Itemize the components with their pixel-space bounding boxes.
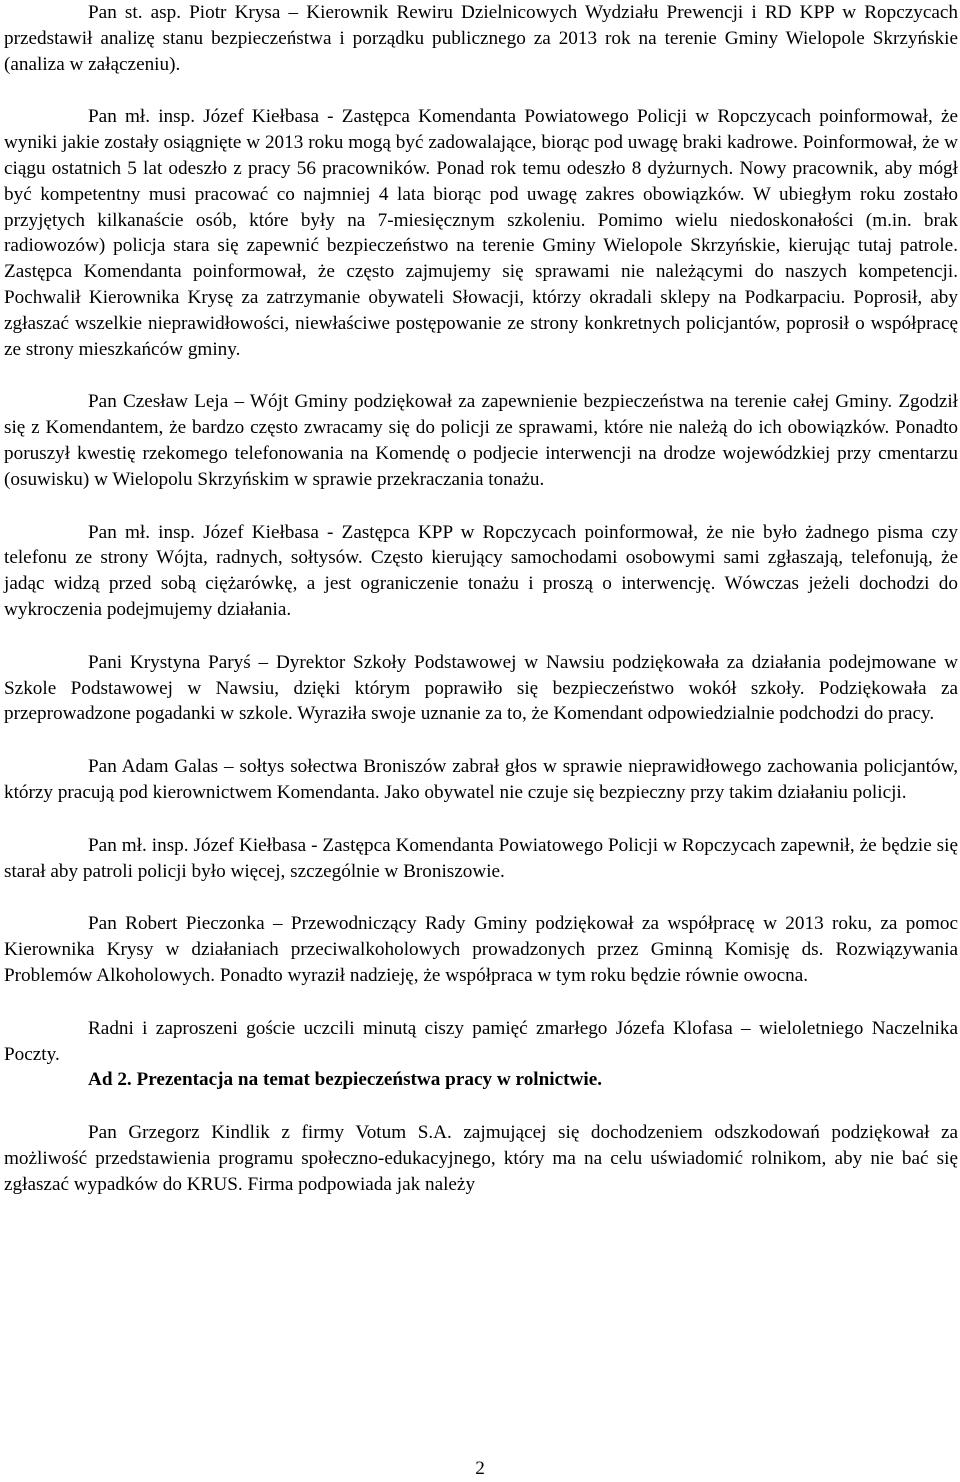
- paragraph-pieczonka-thanks: Pan Robert Pieczonka – Przewodniczący Rady Gminy podziękował za współpracę w 2013 roku, za pomoc Kierownika Krysy w działaniach przeciwalkoholowych prowadzonych przez Gminną Komisję ds. Rozwiązywania Problemów Alkoholowych. Ponadto wyraził nadzieję, że współpraca w tym roku będzie równie owocna.: [4, 913, 958, 986]
- page-number: 2: [475, 1458, 485, 1479]
- paragraph-krysa-report: Pan st. asp. Piotr Krysa – Kierownik Rewiru Dzielnicowych Wydziału Prewencji i RD KPP w Ropczycach przedstawił analizę stanu bezpieczeństwa i porządku publicznego za 2013 rok na terenie Gminy Wielopole Skrzyńskie (analiza w załączeniu).: [4, 2, 958, 75]
- paragraph-galas-complaint: Pan Adam Galas – sołtys sołectwa Broniszów zabrał głos w sprawie nieprawidłowego zachowania policjantów, którzy pracują pod kierownictwem Komendanta. Jako obywatel nie czuje się bezpieczny przy takim działaniu policji.: [4, 756, 958, 803]
- paragraph-kielbasa-patrols: Pan mł. insp. Józef Kiełbasa - Zastępca Komendanta Powiatowego Policji w Ropczycach zapewnił, że będzie się starał aby patroli policji było więcej, szczególnie w Broniszowie.: [4, 834, 958, 882]
- section-heading-ad-2: Ad 2. Prezentacja na temat bezpieczeństwa pracy w rolnictwie.: [88, 1069, 603, 1091]
- paragraph-parys-thanks: Pani Krystyna Paryś – Dyrektor Szkoły Podstawowej w Nawsiu podziękowała za działania podejmowane w Szkole Podstawowej w Nawsiu, dzięki którym poprawiło się bezpieczeństwo wokół szkoły. Podziękowała za przeprowadzone pogadanki w szkole. Wyraziła swoje uznanie za to, że Komendant odpowiedzialnie podchodzi do pracy.: [4, 651, 958, 725]
- paragraph-leja-thanks: Pan Czesław Leja – Wójt Gminy podziękował za zapewnienie bezpieczeństwa na terenie całej Gminy. Zgodził się z Komendantem, że bardzo często zwracamy się do policji ze sprawami, które nie należą do ich obowiązków. Ponadto poruszył kwestię rzekomego telefonowania na Komendę o podjecie interwencji na drodze wojewódzkiej przy cmentarzu (osuwisku) w Wielopolu Skrzyńskim w sprawie przekraczania tonażu.: [4, 391, 958, 490]
- paragraph-kielbasa-staffing: Pan mł. insp. Józef Kiełbasa - Zastępca Komendanta Powiatowego Policji w Ropczycach poinformował, że wyniki jakie zostały osiągnięte w 2013 roku mogą być zadowalające, biorąc pod uwagę braki kadrowe. Poinformował, że w ciągu ostatnich 5 lat odeszło z pracy 56 pracowników. Ponad rok temu odeszło 8 dyżurnych. Nowy pracownik, aby mógł być kompetentny musi pracować co najmniej 4 lata biorąc pod uwagę zakres obowiązków. W ubiegłym roku zostało przyjętych kilkanaście osób, które były na 7-miesięcznym szkoleniu. Pomimo wielu niedoskonałości (m.in. brak radiowozów) policja stara się zapewnić bezpieczeństwo na terenie Gminy Wielopole Skrzyńskie, kierując tutaj patrole. Zastępca Komendanta poinformował, że często zajmujemy się sprawami nie należącymi do naszych kompetencji. Pochwalił Kierownika Krysę za zatrzymanie obywateli Słowacji, którzy okradali sklepy na Podkarpaciu. Poprosił, aby zgłaszać wszelkie nieprawidłowości, niewłaściwe postępowanie ze strony konkretnych policjantów, poprosił o współpracę ze strony mieszkańców gminy.: [4, 106, 958, 360]
- paragraph-kindlik-votum: Pan Grzegorz Kindlik z firmy Votum S.A. zajmującej się dochodzeniem odszkodowań podziękował za możliwość przedstawienia programu społeczno-edukacyjnego, który ma na celu uświadomić rolnikom, aby nie bać się zgłaszać wypadków do KRUS. Firma podpowiada jak należy: [4, 1122, 958, 1195]
- paragraph-minute-silence: Radni i zaproszeni goście uczcili minutą ciszy pamięć zmarłego Józefa Klofasa – wieloletniego Naczelnika Poczty.: [4, 1017, 958, 1065]
- document-page: [4, 0, 958, 1197]
- paragraph-kielbasa-reply: Pan mł. insp. Józef Kiełbasa - Zastępca KPP w Ropczycach poinformował, że nie było żadnego pisma czy telefonu ze strony Wójta, radnych, sołtysów. Często kierujący samochodami osobowymi sami zgłaszają, telefonują, że jadąc widzą przed sobą ciężarówkę, a jest ograniczenie tonażu i proszą o interwencję. Wówczas jeżeli dochodzi do wykroczenia podejmujemy działania.: [4, 521, 958, 620]
